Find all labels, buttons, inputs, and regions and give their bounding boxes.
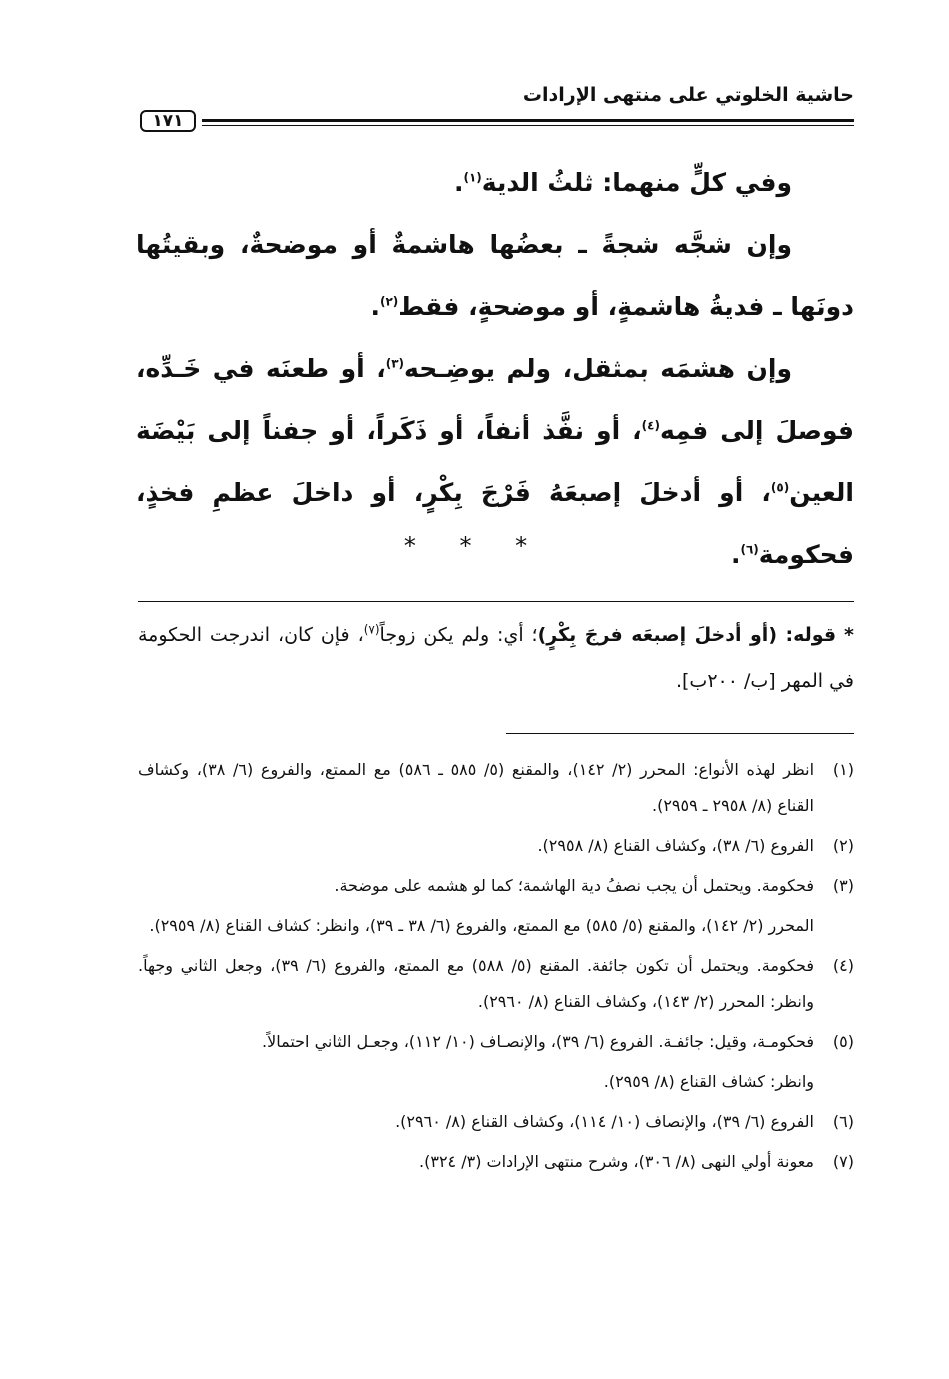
footnote-3 <box>138 868 854 944</box>
footnote-6 <box>138 1104 854 1140</box>
paragraph-2: وإن شجَّه شجةً ـ بعضُها هاشمةٌ أو موضحةٌ، وبقيتُها دونَها ـ فديةُ هاشمةٍ، أو موضحةٍ، فقط$^{(٢)}$. <box>136 230 854 321</box>
footnote-number: (٤) <box>832 956 854 975</box>
header-rule-thin <box>202 125 854 126</box>
footnote-text: المحرر (٢/ ١٤٢)، والمقنع (٥/ ٥٨٥) مع الممتع، والفروع (٦/ ٣٨ ـ ٣٩)، وانظر: كشاف القناع (٨/ ٢٩٥٩). <box>149 916 814 935</box>
footnotes-rule <box>506 733 854 734</box>
footnote-text: معونة أولي النهى (٨/ ٣٠٦)، وشرح منتهى الإرادات (٣/ ٣٢٤). <box>419 1152 814 1171</box>
footnote-text: فحكومـة، وقيل: جائفـة. الفروع (٦/ ٣٩)، والإنصـاف (١٠/ ١١٢)، وجعـل الثاني احتمالاً. <box>262 1032 814 1051</box>
commentary <box>138 612 854 704</box>
footnote-text: انظر لهذه الأنواع: المحرر (٢/ ١٤٢)، والمقنع (٥/ ٥٨٥ ـ ٥٨٦) مع الممتع، والفروع (٦/ ٣٨)، وكشاف القناع (٨/ ٢٩٥٨ ـ ٢٩٥٩). <box>138 760 815 815</box>
footnote-text: وانظر: كشاف القناع (٨/ ٢٩٥٩). <box>603 1072 814 1091</box>
footnote-number: (٣) <box>832 876 854 895</box>
paragraph-3: وإن هشمَه بمثقل، ولم يوضِـحه$^{(٣)}$، أو طعنَه في خَـدِّه، فوصلَ إلى فمِه$^{(٤)}$، أو نفَّذ أنفاً، أو ذَكَراً، أو جفناً إلى بَيْضَة العين$^{(٥)}$، أو أدخلَ إصبعَهُ فَرْجَ بِكْرٍ، أو داخلَ عظمِ فخذٍ، فحكومة$^{(٦)}$. <box>136 354 854 569</box>
footnotes <box>138 752 854 1184</box>
commentary-paragraph: * قوله: (أو أدخلَ إصبعَه فرجَ بِكْرٍ)؛ أي: ولم يكن زوجاً$^{(٧)}$، فإن كان، اندرجت الحكومة في المهر [ب/ ٢٠٠ب]. <box>138 622 854 692</box>
footnote-ref-5[interactable]: (٥) <box>770 480 790 495</box>
footnote-number: (١) <box>832 760 854 779</box>
footnote-number: (٦) <box>832 1112 854 1131</box>
footnote-ref-1[interactable]: (١) <box>463 170 482 185</box>
page-header <box>140 84 854 134</box>
footnote-ref-2[interactable]: (٢) <box>379 294 399 309</box>
running-title: حاشية الخلوتي على منتهى الإرادات <box>522 84 854 106</box>
footnote-ref-6[interactable]: (٦) <box>740 542 759 557</box>
commentary-lead: قوله: (أو أدخلَ إصبعَه فرجَ بِكْرٍ) <box>537 624 837 646</box>
section-separator-stars: * * * <box>403 532 546 560</box>
footnote-text: الفروع (٦/ ٣٩)، والإنصاف (١٠/ ١١٤)، وكشاف القناع (٨/ ٢٩٦٠). <box>395 1112 814 1131</box>
main-text <box>136 152 854 586</box>
footnote-ref-4[interactable]: (٤) <box>641 418 660 433</box>
commentary-star: * <box>844 624 854 646</box>
footnote-text: الفروع (٦/ ٣٨)، وكشاف القناع (٨/ ٢٩٥٨). <box>537 836 814 855</box>
header-rule-thick <box>202 119 854 122</box>
page-number: ١٧١ <box>140 110 196 132</box>
footnote-number: (٥) <box>832 1032 854 1051</box>
footnote-number: (٢) <box>832 836 854 855</box>
footnote-2 <box>138 828 854 864</box>
footnote-text: فحكومة. ويحتمل أن تكون جائفة. المقنع (٥/ ٥٨٨) مع الممتع، والفروع (٦/ ٣٩)، وجعل الثاني وجهاً. وانظر: المحرر (٢/ ١٤٣)، وكشاف القناع (٨/ ٢٩٦٠). <box>138 956 814 1011</box>
footnote-ref-3[interactable]: (٣) <box>385 356 405 371</box>
footnote-ref-7[interactable]: (٧) <box>363 622 380 637</box>
commentary-rule <box>138 601 854 602</box>
footnote-number: (٧) <box>832 1152 854 1171</box>
footnote-4 <box>138 948 854 1020</box>
footnote-text: فحكومة. ويحتمل أن يجب نصفُ دية الهاشمة؛ كما لو هشمه على موضحة. <box>334 876 814 895</box>
footnote-7 <box>138 1144 854 1180</box>
footnote-5 <box>138 1024 854 1100</box>
paragraph-1: وفي كلٍّ منهما: ثلثُ الدية$^{(١)}$. <box>453 168 792 197</box>
footnote-1 <box>138 752 854 824</box>
